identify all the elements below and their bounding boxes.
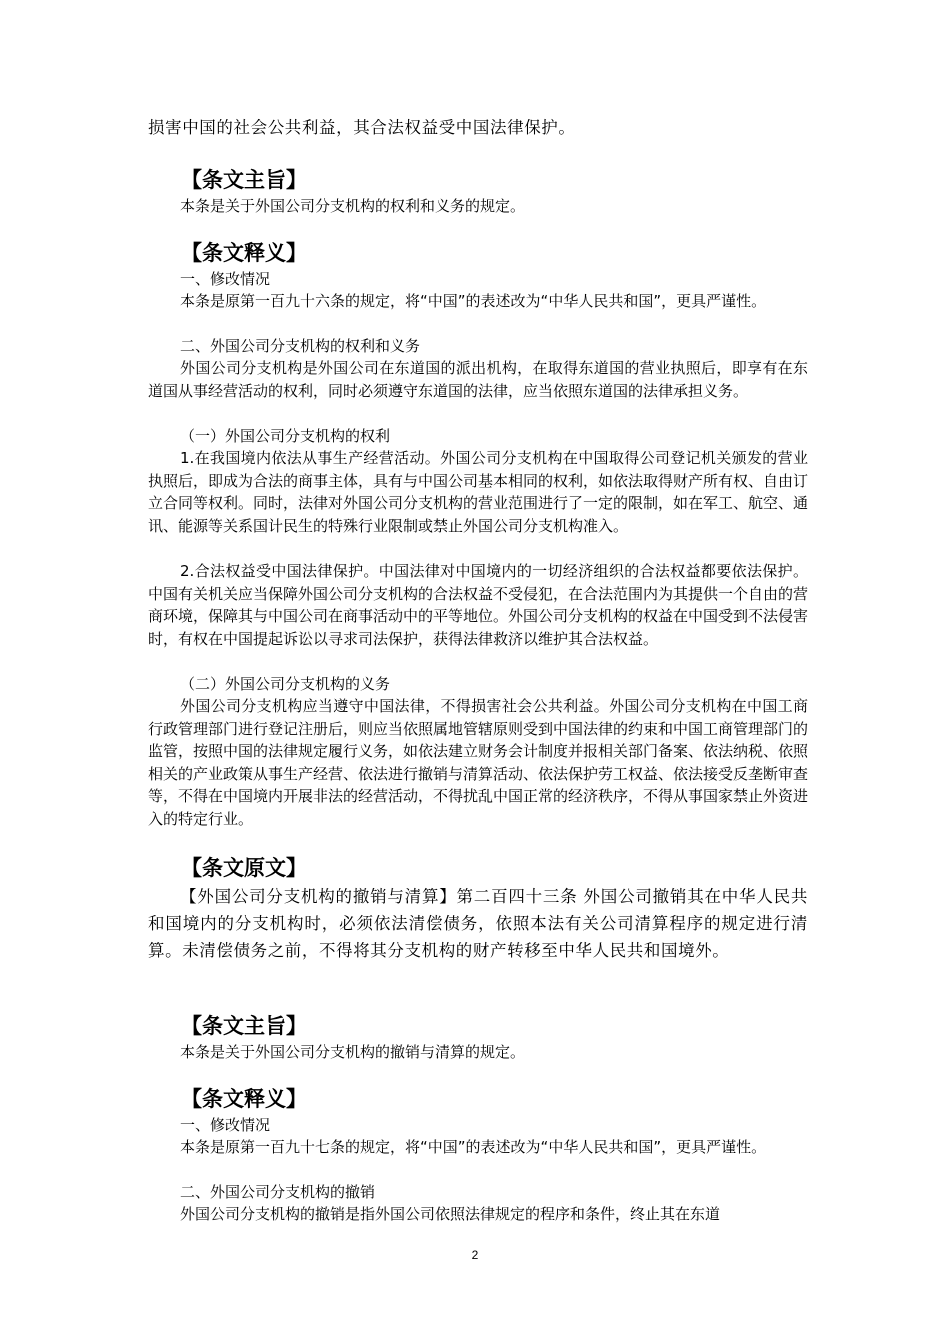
subheading: 一、修改情况 bbox=[180, 1116, 271, 1134]
paragraph: 外国公司分支机构应当遵守中国法律，不得损害社会公共利益。外国公司分支机构在中国工商行政管理部门进行登记注册后，则应当依照属地管辖原则受到中国法律的约束和中国工商管理部门的监管，按照中国的法律规定履行义务，如依法建立财务会计制度并报相关部门备案、依法纳税、依照相关的产业政策从事生产经营、依法进行撤销与清算活动、依法保护劳工权益、依法接受反垄断审查等，不得在中国境内开展非法的经营活动，不得扰乱中国正常的经济秩序，不得从事国家禁止外资进入的特定行业。 bbox=[148, 697, 809, 828]
paragraph: 本条是关于外国公司分支机构的撤销与清算的规定。 bbox=[180, 1043, 526, 1061]
paragraph: 2.合法权益受中国法律保护。中国法律对中国境内的一切经济组织的合法权益都要依法保护。中国有关机关应当保障外国公司分支机构的合法权益不受侵犯，在合法范围内为其提供一个自由的营商环境，保障其与中国公司在商事活动中的平等地位。外国公司分支机构的权益在中国受到不法侵害时，有权在中国提起诉讼以寻求司法保护，获得法律救济以维护其合法权益。 bbox=[148, 562, 809, 648]
paragraph: 本条是关于外国公司分支机构的权利和义务的规定。 bbox=[180, 197, 526, 215]
page-number: 2 bbox=[471, 1248, 479, 1262]
subheading: 二、外国公司分支机构的撤销 bbox=[180, 1183, 376, 1201]
paragraph: 本条是原第一百九十七条的规定，将“中国”的表述改为“中华人民共和国”，更具严谨性。 bbox=[180, 1138, 767, 1156]
paragraph: 本条是原第一百九十六条的规定，将“中国”的表述改为“中华人民共和国”，更具严谨性。 bbox=[180, 292, 767, 310]
section-heading-purpose: 【条文主旨】 bbox=[181, 168, 307, 192]
section-heading-original-text: 【条文原文】 bbox=[181, 856, 307, 880]
section-heading-purpose: 【条文主旨】 bbox=[181, 1014, 307, 1038]
paragraph: 外国公司分支机构的撤销是指外国公司依照法律规定的程序和条件，终止其在东道 bbox=[180, 1205, 721, 1223]
subheading: （二）外国公司分支机构的义务 bbox=[180, 675, 391, 693]
subheading: 二、外国公司分支机构的权利和义务 bbox=[180, 337, 421, 355]
intro-line: 损害中国的社会公共利益，其合法权益受中国法律保护。 bbox=[148, 118, 576, 137]
paragraph: 外国公司分支机构是外国公司在东道国的派出机构，在取得东道国的营业执照后，即享有在东道国从事经营活动的权利，同时必须遵守东道国的法律，应当依照东道国的法律承担义务。 bbox=[148, 359, 808, 400]
subheading: 一、修改情况 bbox=[180, 270, 271, 288]
paragraph: 1.在我国境内依法从事生产经营活动。外国公司分支机构在中国取得公司登记机关颁发的营业执照后，即成为合法的商事主体，具有与中国公司基本相同的权利，如依法取得财产所有权、自由订立合同等权利。同时，法律对外国公司分支机构的营业范围进行了一定的限制，如在军工、航空、通讯、能源等关系国计民生的特殊行业限制或禁止外国公司分支机构准入。 bbox=[148, 449, 809, 535]
section-heading-interpretation: 【条文释义】 bbox=[181, 1087, 307, 1111]
section-heading-interpretation: 【条文释义】 bbox=[181, 241, 307, 265]
article-text: 【外国公司分支机构的撤销与清算】第二百四十三条 外国公司撤销其在中华人民共和国境内的分支机构时，必须依法清偿债务，依照本法有关公司清算程序的规定进行清算。未清偿债务之前，不得将其分支机构的财产转移至中华人民共和国境外。 bbox=[148, 887, 808, 960]
subheading: （一）外国公司分支机构的权利 bbox=[180, 427, 391, 445]
